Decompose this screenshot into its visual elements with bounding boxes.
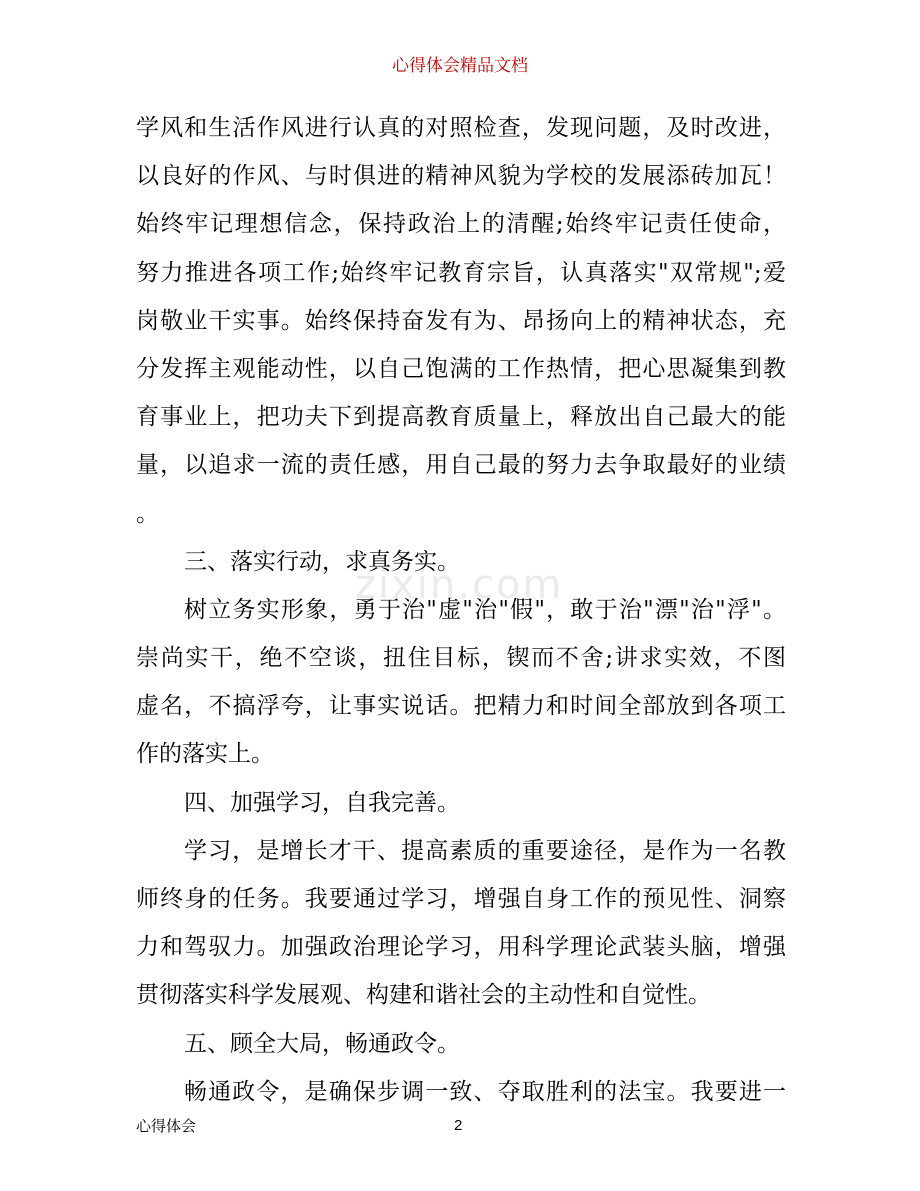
page-number: 2 [454, 1117, 463, 1134]
footer-label: 心得体会 [136, 1117, 197, 1135]
body-line: 育事业上，把功夫下到提高教育质量上，释放出自己最大的能 [136, 404, 786, 431]
body-line: 量，以追求一流的责任感，用自己最的努力去争取最好的业绩 [136, 452, 786, 479]
page-header-title: 心得体会精品文档 [392, 56, 528, 76]
section-heading: 三、落实行动，求真务实。 [184, 548, 460, 575]
body-line: 崇尚实干，绝不空谈，扭住目标，锲而不舍;讲求实效，不图 [136, 645, 786, 672]
body-line: 贯彻落实科学发展观、构建和谐社会的主动性和自觉性。 [136, 982, 711, 1009]
section-heading: 四、加强学习，自我完善。 [184, 789, 460, 816]
section-heading: 五、顾全大局，畅通政令。 [184, 1030, 460, 1057]
body-line: 畅通政令，是确保步调一致、夺取胜利的法宝。我要进一 [184, 1078, 786, 1105]
body-line: 以良好的作风、与时俱进的精神风貌为学校的发展添砖加瓦！ [136, 163, 786, 190]
body-line: 师终身的任务。我要通过学习，增强自身工作的预见性、洞察 [136, 886, 786, 912]
document-body [136, 104, 786, 1116]
body-line: 作的落实上。 [136, 741, 274, 768]
body-line: 。 [136, 500, 159, 527]
body-line: 始终牢记理想信念，保持政治上的清醒;始终牢记责任使命， [136, 211, 786, 238]
body-line: 虚名，不搞浮夸，让事实说话。把精力和时间全部放到各项工 [136, 693, 786, 720]
body-line: 岗敬业干实事。始终保持奋发有为、昂扬向上的精神状态，充 [136, 307, 786, 334]
body-line: 分发挥主观能动性，以自己饱满的工作热情，把心思凝集到教 [136, 355, 786, 382]
body-line: 学风和生活作风进行认真的对照检查，发现问题，及时改进， [136, 115, 786, 141]
body-line: 学习，是增长才干、提高素质的重要途径，是作为一名教 [184, 837, 786, 864]
body-line: 力和驾驭力。加强政治理论学习，用科学理论武装头脑，增强 [136, 934, 786, 961]
watermark: zixin.com [355, 562, 564, 608]
body-line: 树立务实形象，勇于治"虚"治"假"，敢于治"漂"治"浮"。 [184, 596, 786, 623]
body-line: 努力推进各项工作;始终牢记教育宗旨，认真落实"双常规";爱 [136, 259, 786, 286]
